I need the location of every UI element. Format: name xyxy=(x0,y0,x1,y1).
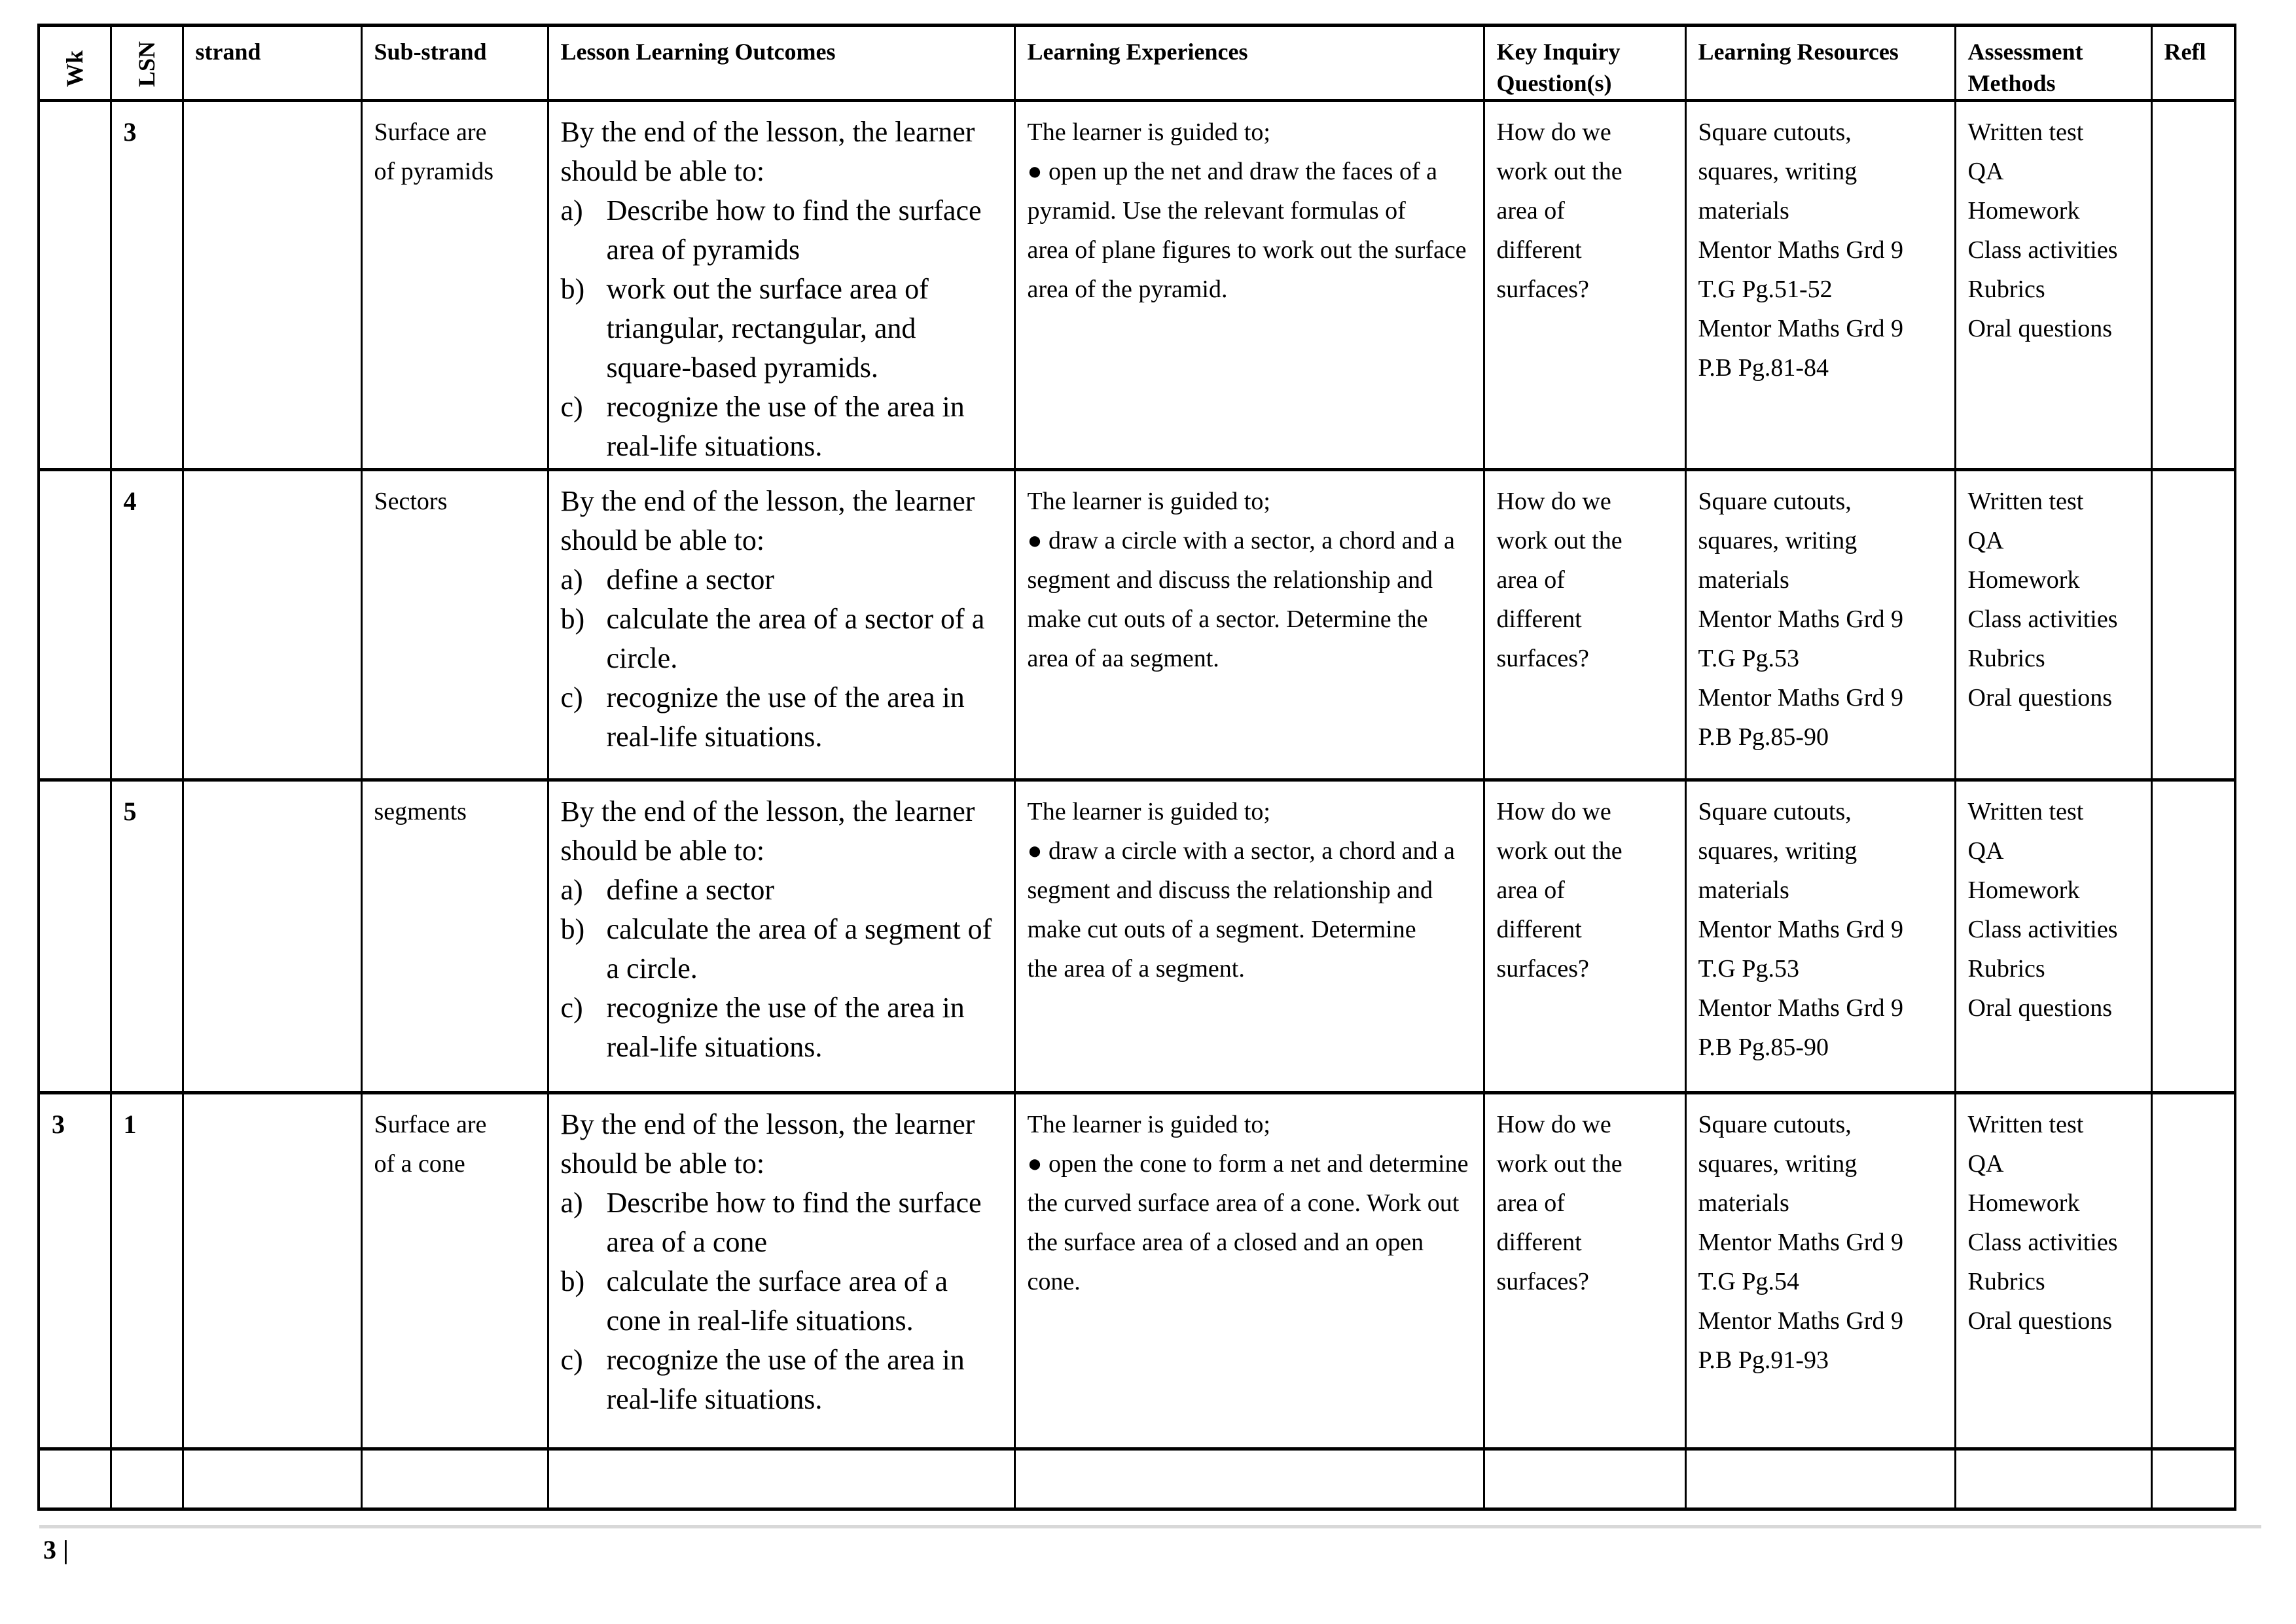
text-line: ● draw a circle with a sector, a chord and a segment and discuss the relationship and make cut outs of a segment. Determine xyxy=(1027,837,1455,943)
outcomes-list xyxy=(561,1183,1002,1419)
key-inquiry-cell xyxy=(1484,780,1685,1093)
text-line: How do we xyxy=(1496,118,1611,146)
assessment-cell xyxy=(1955,101,2151,470)
strand-cell xyxy=(183,470,361,780)
empty-cell xyxy=(2151,1449,2235,1509)
text-line: The learner is guided to; xyxy=(1027,118,1270,146)
text-line: T.G Pg.54 xyxy=(1698,1268,1799,1295)
text-line: The learner is guided to; xyxy=(1027,488,1270,515)
text-line: squares, writing xyxy=(1698,527,1857,554)
resources-cell xyxy=(1685,101,1955,470)
experiences-cell xyxy=(1014,470,1484,780)
text-line: P.B Pg.81-84 xyxy=(1698,354,1829,382)
outcomes-intro: By the end of the lesson, the learner should be able to: xyxy=(560,1108,975,1180)
resources-cell xyxy=(1685,470,1955,780)
text-line: work out the xyxy=(1496,527,1623,554)
empty-cell xyxy=(1484,1449,1685,1509)
outcome-marker: a) xyxy=(560,1187,583,1219)
text-line: the area of a segment. xyxy=(1027,955,1245,983)
table-row xyxy=(39,780,2235,1093)
outcome-item xyxy=(561,871,1002,910)
sub-strand-cell xyxy=(361,1093,548,1449)
text-line: Square cutouts, xyxy=(1698,118,1852,146)
text-line: work out the xyxy=(1496,837,1623,865)
outcome-marker: a) xyxy=(560,874,583,906)
header-lsn xyxy=(111,26,183,101)
strand-cell xyxy=(183,1093,361,1449)
text-line: Surface are xyxy=(374,1111,487,1138)
sub-strand-cell xyxy=(361,470,548,780)
text-line: Surface are xyxy=(374,118,487,146)
key-inquiry-cell xyxy=(1484,101,1685,470)
empty-cell xyxy=(1685,1449,1955,1509)
text-line: Square cutouts, xyxy=(1698,798,1852,825)
lsn-cell: 3 xyxy=(111,101,183,470)
text-line: Homework xyxy=(1967,1189,2080,1217)
assessment-cell xyxy=(1955,1093,2151,1449)
outcome-text: recognize the use of the area in real-life situations. xyxy=(606,992,965,1063)
text-line: Mentor Maths Grd 9 xyxy=(1698,236,1903,264)
text-line: materials xyxy=(1698,197,1789,225)
text-line: T.G Pg.53 xyxy=(1698,955,1799,983)
header-learning-experiences: Learning Experiences xyxy=(1014,26,1484,101)
empty-cell xyxy=(111,1449,183,1509)
text-line: Mentor Maths Grd 9 xyxy=(1698,315,1903,342)
text-line: different xyxy=(1496,605,1582,633)
text-line: Rubrics xyxy=(1967,276,2045,303)
footer-divider xyxy=(39,1525,2261,1528)
text-line: The learner is guided to; xyxy=(1027,1111,1270,1138)
text-line: materials xyxy=(1698,566,1789,594)
outcome-item xyxy=(561,1262,1002,1341)
text-line: Mentor Maths Grd 9 xyxy=(1698,1229,1903,1256)
empty-cell xyxy=(183,1449,361,1509)
text-line: different xyxy=(1496,1229,1582,1256)
text-line: The learner is guided to; xyxy=(1027,798,1270,825)
text-line: ● open up the net and draw the faces of a pyramid. Use the relevant formulas of xyxy=(1027,158,1437,225)
header-lsn-label: LSN xyxy=(134,41,160,87)
refl-cell xyxy=(2151,470,2235,780)
text-line: Oral questions xyxy=(1967,994,2113,1022)
text-line: Sectors xyxy=(374,488,448,515)
lsn-cell: 1 xyxy=(111,1093,183,1449)
sub-strand-cell xyxy=(361,101,548,470)
text-line: Mentor Maths Grd 9 xyxy=(1698,605,1903,633)
scheme-of-work-table xyxy=(37,24,2236,1511)
text-line: Homework xyxy=(1967,197,2080,225)
refl-cell xyxy=(2151,780,2235,1093)
text-line: P.B Pg.85-90 xyxy=(1698,1034,1829,1061)
outcome-text: recognize the use of the area in real-life situations. xyxy=(606,391,965,462)
text-line: Class activities xyxy=(1967,605,2118,633)
text-line: area of xyxy=(1496,197,1565,225)
header-row xyxy=(39,26,2235,101)
text-line: T.G Pg.53 xyxy=(1698,645,1799,672)
outcome-item xyxy=(561,678,1002,757)
outcome-text: define a sector xyxy=(606,564,775,596)
outcomes-intro: By the end of the lesson, the learner should be able to: xyxy=(560,485,975,556)
outcome-item xyxy=(561,191,1002,270)
outcomes-list xyxy=(561,191,1002,466)
text-line: segments xyxy=(374,798,467,825)
header-wk xyxy=(39,26,111,101)
empty-cell xyxy=(1955,1449,2151,1509)
header-assessment-methods: Assessment Methods xyxy=(1955,26,2151,101)
text-line: surfaces? xyxy=(1496,276,1589,303)
strand-cell xyxy=(183,780,361,1093)
key-inquiry-cell xyxy=(1484,470,1685,780)
text-line: How do we xyxy=(1496,1111,1611,1138)
text-line: Rubrics xyxy=(1967,1268,2045,1295)
outcome-text: Describe how to find the surface area of a cone xyxy=(606,1187,982,1258)
outcomes-cell xyxy=(548,780,1014,1093)
text-line: area of xyxy=(1496,876,1565,904)
text-line: Written test xyxy=(1967,798,2084,825)
text-line: squares, writing xyxy=(1698,158,1857,185)
text-line: materials xyxy=(1698,876,1789,904)
outcome-text: define a sector xyxy=(606,874,775,906)
header-wk-label: Wk xyxy=(62,50,88,87)
text-line: squares, writing xyxy=(1698,1150,1857,1178)
text-line: P.B Pg.85-90 xyxy=(1698,723,1829,751)
text-line: surfaces? xyxy=(1496,1268,1589,1295)
text-line: Class activities xyxy=(1967,236,2118,264)
outcome-text: recognize the use of the area in real-life situations. xyxy=(606,681,965,753)
header-key-inquiry-questions: Key Inquiry Question(s) xyxy=(1484,26,1685,101)
outcome-marker: b) xyxy=(560,913,585,945)
text-line: work out the xyxy=(1496,1150,1623,1178)
strand-cell xyxy=(183,101,361,470)
wk-cell xyxy=(39,780,111,1093)
outcome-marker: b) xyxy=(560,1265,585,1297)
outcome-item xyxy=(561,600,1002,678)
text-line: surfaces? xyxy=(1496,955,1589,983)
text-line: Class activities xyxy=(1967,1229,2118,1256)
outcomes-cell xyxy=(548,101,1014,470)
outcomes-list xyxy=(561,560,1002,757)
text-line: Rubrics xyxy=(1967,955,2045,983)
text-line: ● open the cone to form a net and determine the curved surface area of a cone. Work out the surface area of a closed and an open cone. xyxy=(1027,1150,1469,1295)
text-line: different xyxy=(1496,236,1582,264)
outcome-text: recognize the use of the area in real-life situations. xyxy=(606,1344,965,1415)
experiences-cell xyxy=(1014,780,1484,1093)
key-inquiry-cell xyxy=(1484,1093,1685,1449)
empty-cell xyxy=(1014,1449,1484,1509)
assessment-cell xyxy=(1955,780,2151,1093)
empty-cell xyxy=(548,1449,1014,1509)
text-line: QA xyxy=(1967,1150,2004,1178)
outcome-marker: c) xyxy=(560,681,583,713)
text-line: Oral questions xyxy=(1967,1307,2113,1335)
lsn-cell: 4 xyxy=(111,470,183,780)
text-line: surfaces? xyxy=(1496,645,1589,672)
text-line: Rubrics xyxy=(1967,645,2045,672)
sub-strand-cell xyxy=(361,780,548,1093)
text-line: ● draw a circle with a sector, a chord and a segment and discuss the relationship and make cut outs of a sector. Determine the area of aa segment. xyxy=(1027,527,1455,672)
table-row xyxy=(39,101,2235,470)
outcome-item xyxy=(561,388,1002,466)
outcome-marker: b) xyxy=(560,603,585,635)
wk-cell xyxy=(39,101,111,470)
outcome-item xyxy=(561,270,1002,388)
refl-cell xyxy=(2151,101,2235,470)
outcomes-cell xyxy=(548,1093,1014,1449)
outcome-marker: c) xyxy=(560,992,583,1024)
outcome-text: calculate the area of a segment of a circle. xyxy=(606,913,992,984)
outcome-item xyxy=(561,988,1002,1067)
header-refl: Refl xyxy=(2151,26,2235,101)
empty-row xyxy=(39,1449,2235,1509)
outcome-marker: c) xyxy=(560,1344,583,1376)
experiences-cell xyxy=(1014,101,1484,470)
wk-cell: 3 xyxy=(39,1093,111,1449)
header-strand: strand xyxy=(183,26,361,101)
resources-cell xyxy=(1685,1093,1955,1449)
lsn-cell: 5 xyxy=(111,780,183,1093)
text-line: How do we xyxy=(1496,488,1611,515)
text-line: Oral questions xyxy=(1967,684,2113,712)
experiences-cell xyxy=(1014,1093,1484,1449)
outcome-text: Describe how to find the surface area of pyramids xyxy=(606,194,982,266)
empty-cell xyxy=(361,1449,548,1509)
text-line: area of plane figures to work out the surface area of the pyramid. xyxy=(1027,236,1467,303)
text-line: of a cone xyxy=(374,1150,465,1178)
outcome-marker: a) xyxy=(560,564,583,596)
text-line: Written test xyxy=(1967,488,2084,515)
text-line: area of xyxy=(1496,1189,1565,1217)
outcomes-list xyxy=(561,871,1002,1067)
text-line: area of xyxy=(1496,566,1565,594)
outcome-marker: a) xyxy=(560,194,583,226)
text-line: Mentor Maths Grd 9 xyxy=(1698,684,1903,712)
outcome-text: calculate the surface area of a cone in real-life situations. xyxy=(606,1265,948,1337)
text-line: Mentor Maths Grd 9 xyxy=(1698,916,1903,943)
text-line: of pyramids xyxy=(374,158,494,185)
text-line: Written test xyxy=(1967,1111,2084,1138)
empty-cell xyxy=(39,1449,111,1509)
text-line: Class activities xyxy=(1967,916,2118,943)
text-line: Homework xyxy=(1967,566,2080,594)
resources-cell xyxy=(1685,780,1955,1093)
outcome-text: work out the surface area of triangular, rectangular, and square-based pyramids. xyxy=(606,273,929,384)
text-line: Mentor Maths Grd 9 xyxy=(1698,1307,1903,1335)
text-line: squares, writing xyxy=(1698,837,1857,865)
outcome-item xyxy=(561,560,1002,600)
header-learning-resources: Learning Resources xyxy=(1685,26,1955,101)
text-line: Square cutouts, xyxy=(1698,488,1852,515)
text-line: Oral questions xyxy=(1967,315,2113,342)
assessment-cell xyxy=(1955,470,2151,780)
text-line: QA xyxy=(1967,527,2004,554)
outcomes-intro: By the end of the lesson, the learner should be able to: xyxy=(560,116,975,187)
text-line: Written test xyxy=(1967,118,2084,146)
outcome-marker: b) xyxy=(560,273,585,305)
header-sub-strand: Sub-strand xyxy=(361,26,548,101)
outcome-text: calculate the area of a sector of a circle. xyxy=(606,603,985,674)
text-line: P.B Pg.91-93 xyxy=(1698,1346,1829,1374)
header-lesson-learning-outcomes: Lesson Learning Outcomes xyxy=(548,26,1014,101)
page-number: 3 | xyxy=(43,1535,69,1564)
text-line: T.G Pg.51-52 xyxy=(1698,276,1833,303)
outcome-item xyxy=(561,1183,1002,1262)
outcome-marker: c) xyxy=(560,391,583,423)
table-row xyxy=(39,1093,2235,1449)
outcomes-intro: By the end of the lesson, the learner should be able to: xyxy=(560,795,975,867)
text-line: QA xyxy=(1967,837,2004,865)
text-line: materials xyxy=(1698,1189,1789,1217)
text-line: How do we xyxy=(1496,798,1611,825)
outcomes-cell xyxy=(548,470,1014,780)
refl-cell xyxy=(2151,1093,2235,1449)
text-line: Homework xyxy=(1967,876,2080,904)
table-row xyxy=(39,470,2235,780)
wk-cell xyxy=(39,470,111,780)
text-line: different xyxy=(1496,916,1582,943)
outcome-item xyxy=(561,1341,1002,1419)
text-line: Square cutouts, xyxy=(1698,1111,1852,1138)
outcome-item xyxy=(561,910,1002,988)
text-line: QA xyxy=(1967,158,2004,185)
text-line: work out the xyxy=(1496,158,1623,185)
text-line: Mentor Maths Grd 9 xyxy=(1698,994,1903,1022)
